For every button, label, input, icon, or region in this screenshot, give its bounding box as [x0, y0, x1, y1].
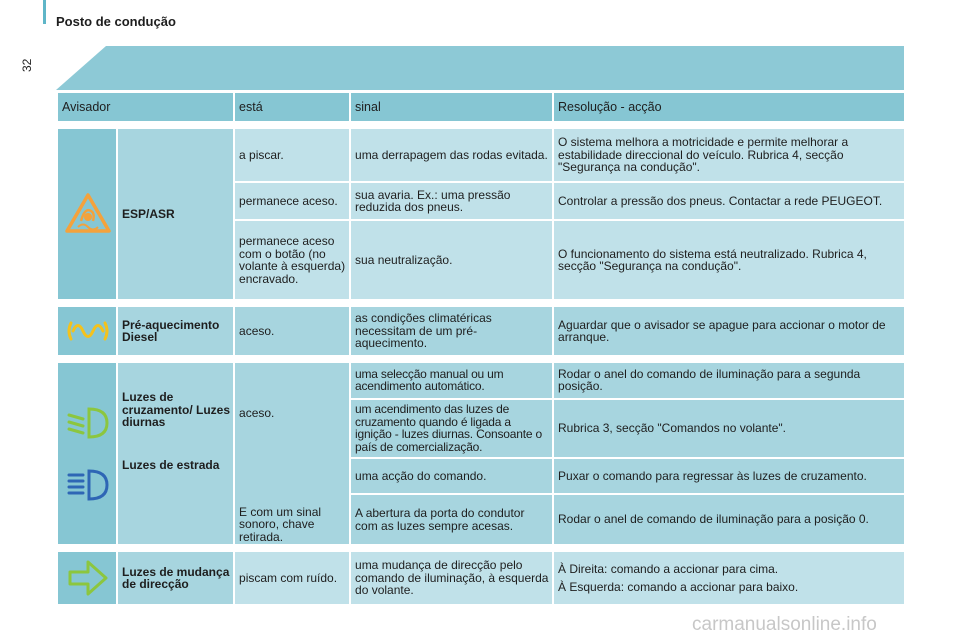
page-title: Posto de condução	[56, 14, 176, 29]
lights-signal-4: A abertura da porta do condutor com as luzes sempre acesas.	[350, 494, 553, 545]
table-header-row	[57, 92, 905, 122]
preheat-action: Aguardar que o avisador se apague para accionar o motor de arranque.	[553, 306, 905, 356]
turn-arrow-icon	[66, 558, 110, 598]
esp-action-2: Controlar a pressão dos pneus. Contactar a rede PEUGEOT.	[553, 182, 905, 220]
lights-action-3: Puxar o comando para regressar às luzes de cruzamento.	[553, 458, 905, 495]
table-banner	[56, 46, 904, 90]
warning-lights-table	[56, 91, 906, 606]
table-row	[57, 551, 905, 605]
turn-name: Luzes de mudança de direcção	[117, 551, 234, 605]
lights-name-cell	[117, 362, 234, 545]
column-header-resolucao: Resolução - acção	[553, 92, 905, 122]
esp-action-3: O funcionamento do sistema está neutralizado. Rubrica 4, secção "Segurança na condução".	[553, 220, 905, 300]
esp-signal-1: uma derrapagem das rodas evitada.	[350, 128, 553, 182]
column-header-avisador: Avisador	[57, 92, 234, 122]
footer-watermark: carmanualsonline.info	[692, 614, 877, 635]
preheat-coil-icon	[65, 317, 111, 345]
turn-state: piscam com ruído.	[234, 551, 350, 605]
esp-warning-triangle-icon	[63, 191, 113, 237]
preheat-signal: as condições climatéricas necessitam de um pré-aquecimento.	[350, 306, 553, 356]
lights-action-4: Rodar o anel de comando de iluminação para a posição 0.	[553, 494, 905, 545]
page-number: 32	[20, 58, 34, 72]
table-row	[57, 362, 905, 399]
turn-signal: uma mudança de direcção pelo comando de iluminação, à esquerda do volante.	[350, 551, 553, 605]
turn-action-left: À Esquerda: comando a accionar para baixo.	[558, 580, 799, 594]
esp-signal-3: sua neutralização.	[350, 220, 553, 300]
lights-action-2: Rubrica 3, secção "Comandos no volante".	[553, 399, 905, 458]
lights-signal-2: um acendimento das luzes de cruzamento quando é ligada a ignição - luzes diurnas. Consoante o país de comercialização.	[350, 399, 553, 458]
column-header-esta: está	[234, 92, 350, 122]
low-beam-name: Luzes de cruzamento/ Luzes diurnas	[122, 390, 231, 429]
low-beam-icon	[65, 405, 111, 441]
esp-name: ESP/ASR	[117, 128, 234, 300]
preheat-icon-cell	[57, 306, 117, 356]
lights-signal-1: uma selecção manual ou um acendimento automático.	[350, 362, 553, 399]
lights-state-sound: E com um sinal sonoro, chave retirada.	[239, 504, 322, 544]
esp-signal-2: sua avaria. Ex.: uma pressão reduzida dos pneus.	[350, 182, 553, 220]
lights-state-cell	[234, 362, 350, 545]
side-accent-bar	[43, 0, 46, 24]
esp-state-3: permanece aceso com o botão (no volante à esquerda) encravado.	[234, 220, 350, 300]
turn-icon-cell	[57, 551, 117, 605]
table-row	[57, 128, 905, 182]
high-beam-icon	[65, 467, 111, 503]
esp-action-1: O sistema melhora a motricidade e permite melhorar a estabilidade direccional do veículo. Rubrica 4, secção "Segurança na condução".	[553, 128, 905, 182]
esp-icon-cell	[57, 128, 117, 300]
esp-state-2: permanece aceso.	[234, 182, 350, 220]
lights-state-on: aceso.	[239, 406, 275, 420]
table-row	[57, 306, 905, 356]
preheat-state: aceso.	[234, 306, 350, 356]
turn-action-cell	[553, 551, 905, 605]
column-header-sinal: sinal	[350, 92, 553, 122]
esp-state-1: a piscar.	[234, 128, 350, 182]
turn-action-right: À Direita: comando a accionar para cima.	[558, 561, 779, 576]
high-beam-name: Luzes de estrada	[122, 457, 220, 472]
lights-icon-cell	[57, 362, 117, 545]
lights-action-1: Rodar o anel do comando de iluminação para a segunda posição.	[553, 362, 905, 399]
lights-signal-3: uma acção do comando.	[350, 458, 553, 495]
preheat-name: Pré-aquecimento Diesel	[117, 306, 234, 356]
